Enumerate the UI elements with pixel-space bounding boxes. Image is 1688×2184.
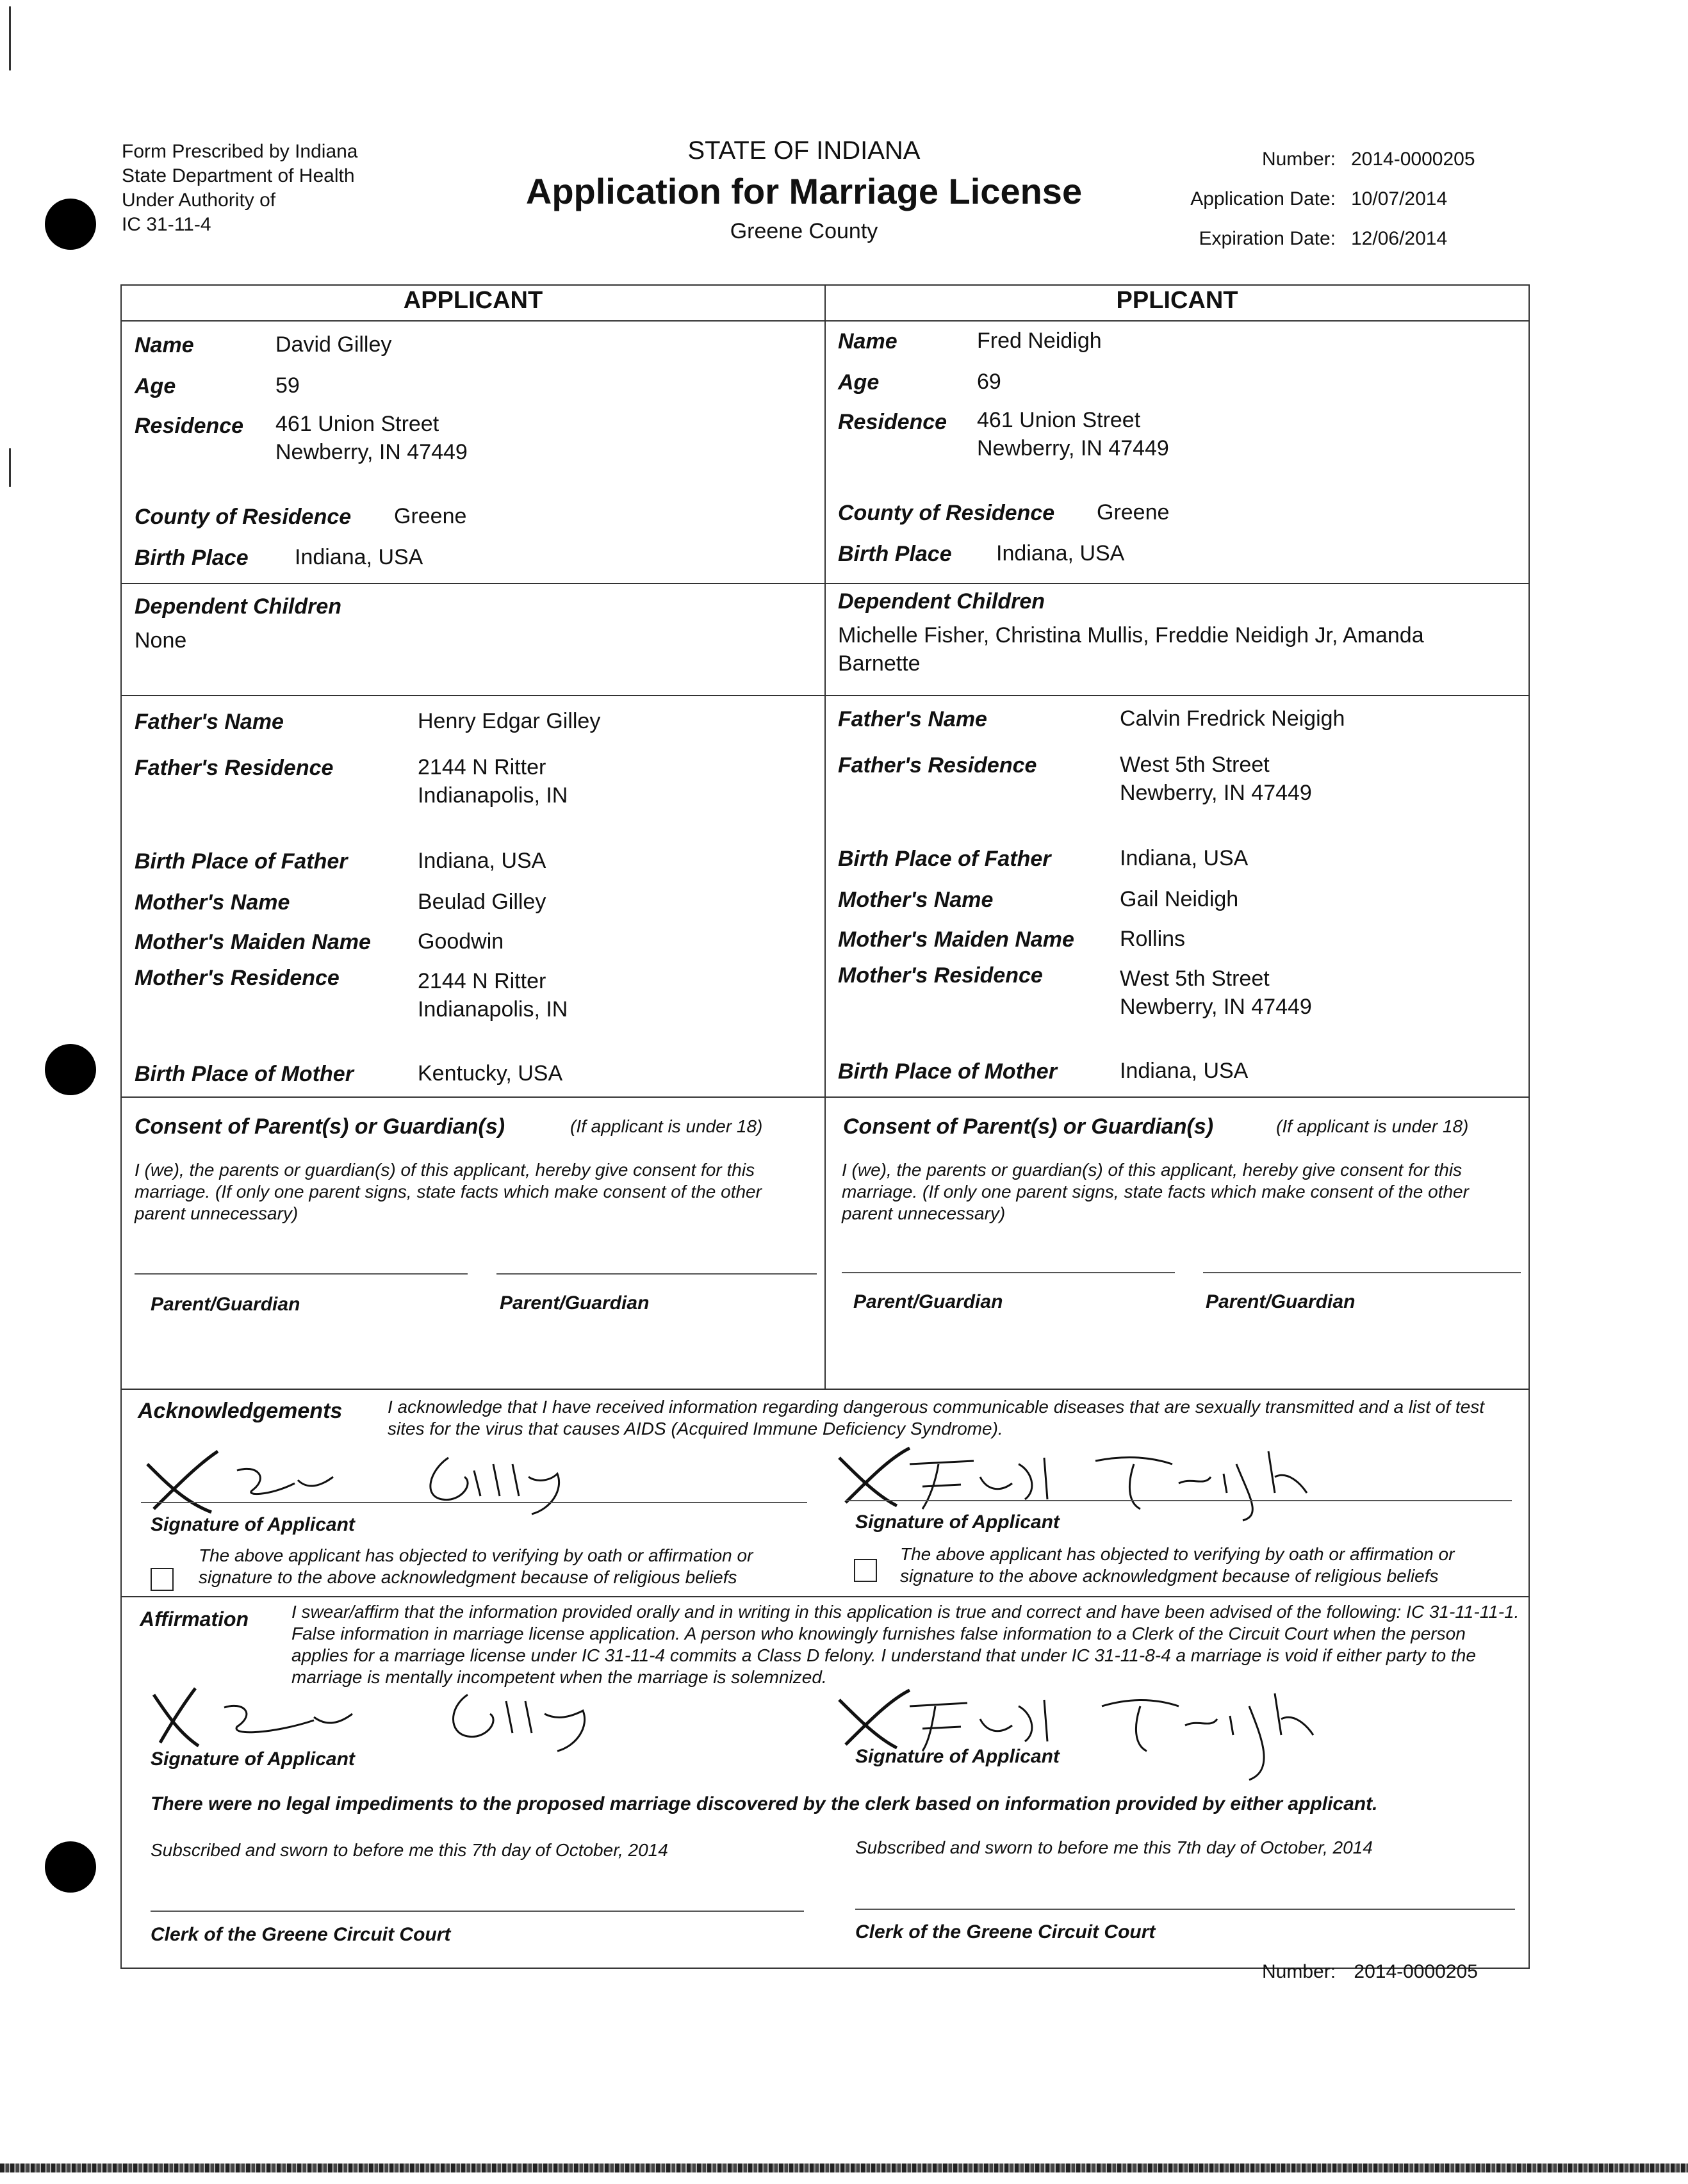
applicant-heading-right: PPLICANT <box>1116 287 1238 314</box>
birth-place-mother-label: Birth Place of Mother <box>135 1062 354 1086</box>
applicant2-birth-place: Indiana, USA <box>996 541 1125 566</box>
address-line: Newberry, IN 47449 <box>1120 995 1312 1019</box>
section-divider <box>120 320 1530 322</box>
signature-line <box>855 1909 1515 1910</box>
applicant2-fathers-name: Calvin Fredrick Neigigh <box>1120 706 1345 731</box>
scan-edge-mark <box>9 448 11 487</box>
applicant1-fathers-residence <box>418 753 568 810</box>
age-label: Age <box>135 374 176 398</box>
impediments-statement: There were no legal impediments to the proposed marriage discovered by the clerk based on information provided by either applicant. <box>151 1793 1378 1814</box>
state-name: STATE OF INDIANA <box>687 136 921 165</box>
birth-place-label: Birth Place <box>838 542 952 566</box>
parent-guardian-label: Parent/Guardian <box>1206 1291 1356 1312</box>
handwritten-signature <box>147 1682 647 1752</box>
handwritten-signature <box>826 1681 1339 1783</box>
handwritten-signature <box>826 1438 1313 1522</box>
county-name: Greene County <box>730 219 878 243</box>
applicant1-fathers-name: Henry Edgar Gilley <box>418 709 601 733</box>
number-label: Number: <box>1262 1961 1336 1982</box>
section-divider <box>120 1596 1530 1597</box>
consent-text: I (we), the parents or guardian(s) of this applicant, hereby give consent for this marriage. (If only one parent signs, state facts which make consent of the other parent unnecessary) <box>842 1160 1469 1223</box>
parent-guardian-label: Parent/Guardian <box>500 1292 650 1314</box>
signature-line <box>846 1500 1512 1501</box>
punch-hole <box>45 1841 96 1893</box>
applicant1-residence <box>275 410 468 466</box>
fathers-name-label: Father's Name <box>135 710 284 734</box>
birth-place-label: Birth Place <box>135 546 249 570</box>
address-line: Indianapolis, IN <box>418 783 568 808</box>
parent-guardian-label: Parent/Guardian <box>853 1291 1003 1312</box>
application-date: 10/07/2014 <box>1351 188 1448 209</box>
address-line: Newberry, IN 47449 <box>977 436 1169 460</box>
authority-line: IC 31-11-4 <box>122 214 211 235</box>
parent-guardian-label: Parent/Guardian <box>151 1294 300 1315</box>
address-line: Newberry, IN 47449 <box>275 440 468 464</box>
dependent-children-label: Dependent Children <box>838 589 1045 614</box>
scan-edge-mark <box>9 6 11 70</box>
mothers-name-label: Mother's Name <box>838 888 994 912</box>
applicant2-dependent-children: Michelle Fisher, Christina Mullis, Freddie Neidigh Jr, Amanda Barnette <box>838 623 1424 676</box>
footer-number <box>1262 1961 1478 1983</box>
signature-line <box>496 1273 817 1275</box>
consent-note: (If applicant is under 18) <box>1276 1116 1469 1136</box>
license-info <box>1153 140 1475 259</box>
authority-line: Under Authority of <box>122 190 276 211</box>
applicant1-acknowledgement-signature <box>141 1445 602 1519</box>
applicant1-mothers-residence <box>418 967 568 1023</box>
scan-edge-artifact <box>0 2164 1688 2172</box>
address-line: Newberry, IN 47449 <box>1120 781 1312 805</box>
address-line: 2144 N Ritter <box>418 969 546 993</box>
religious-objection-checkbox[interactable] <box>151 1568 174 1591</box>
mothers-residence-label: Mother's Residence <box>838 963 1043 988</box>
signature-line <box>135 1273 468 1275</box>
mothers-maiden-name-label: Mother's Maiden Name <box>838 927 1074 952</box>
form-title-block <box>448 134 1159 246</box>
affirmation-text: I swear/affirm that the information provided orally and in writing in this application is true and correct and have been advised of the following: IC 31-11-11-1. False information in marriage license application. A person who knowingly furnishes false information to a Clerk of the Circuit Court when the person applies for a marriage license under IC 31-11-4 commits a Class D felony. I understand that under IC 31-11-8-4 a marriage is void if either party to the marriage is mentally incompetent when the marriage is solemnized. <box>291 1602 1520 1687</box>
mothers-maiden-name-label: Mother's Maiden Name <box>135 930 371 954</box>
section-divider <box>120 1096 1530 1098</box>
birth-place-father-label: Birth Place of Father <box>135 849 348 874</box>
affirmation-title: Affirmation <box>140 1608 249 1631</box>
applicant1-name: David Gilley <box>275 332 392 357</box>
age-label: Age <box>838 370 880 395</box>
clerk-label: Clerk of the Greene Circuit Court <box>151 1924 451 1945</box>
applicant1-dependent-children: None <box>135 628 187 653</box>
applicant2-mothers-residence <box>1120 965 1312 1021</box>
applicant2-age: 69 <box>977 370 1001 394</box>
page-title: Application for Marriage License <box>525 171 1083 211</box>
license-number: 2014-0000205 <box>1351 149 1475 170</box>
subscribed-sworn-text: Subscribed and sworn to before me this 7th day of October, 2014 <box>855 1838 1373 1857</box>
application-date-label: Application Date: <box>1190 188 1336 209</box>
license-number: 2014-0000205 <box>1354 1961 1478 1982</box>
applicant1-birth-place: Indiana, USA <box>295 545 423 569</box>
fathers-name-label: Father's Name <box>838 707 987 731</box>
handwritten-signature <box>141 1445 602 1515</box>
fathers-residence-label: Father's Residence <box>838 753 1037 778</box>
consent-text: I (we), the parents or guardian(s) of this applicant, hereby give consent for this marriage. (If only one parent signs, state facts which make consent of the other parent unnecessary) <box>135 1160 762 1223</box>
name-label: Name <box>838 329 897 354</box>
residence-label: Residence <box>135 414 244 438</box>
applicant2-birth-place-father: Indiana, USA <box>1120 846 1249 870</box>
signature-line <box>842 1272 1175 1273</box>
number-label: Number: <box>1261 149 1336 170</box>
applicant1-mothers-maiden-name: Goodwin <box>418 929 504 954</box>
section-divider <box>120 1389 1530 1390</box>
section-divider <box>120 695 1530 696</box>
applicant1-birth-place-mother: Kentucky, USA <box>418 1061 563 1086</box>
applicant2-birth-place-mother: Indiana, USA <box>1120 1059 1249 1083</box>
applicant2-affirmation-signature <box>826 1681 1339 1786</box>
signature-of-applicant-label: Signature of Applicant <box>151 1514 355 1535</box>
applicant1-mothers-name: Beulad Gilley <box>418 890 546 914</box>
applicant-heading-left: APPLICANT <box>403 287 543 314</box>
consent-title: Consent of Parent(s) or Guardian(s) <box>135 1114 505 1139</box>
name-label: Name <box>135 333 194 357</box>
acknowledgements-title: Acknowledgements <box>138 1399 343 1423</box>
form-authority <box>122 140 358 237</box>
religious-objection-checkbox[interactable] <box>854 1559 877 1582</box>
applicant2-mothers-name: Gail Neidigh <box>1120 887 1239 911</box>
fathers-residence-label: Father's Residence <box>135 756 334 780</box>
punch-hole <box>45 199 96 250</box>
signature-of-applicant-label: Signature of Applicant <box>855 1512 1060 1533</box>
applicant2-mothers-maiden-name: Rollins <box>1120 927 1186 951</box>
punch-hole <box>45 1044 96 1095</box>
mothers-name-label: Mother's Name <box>135 890 290 915</box>
section-divider <box>120 583 1530 584</box>
mothers-residence-label: Mother's Residence <box>135 966 340 990</box>
signature-of-applicant-label: Signature of Applicant <box>855 1746 1060 1767</box>
signature-line <box>151 1911 804 1912</box>
applicant2-county: Greene <box>1097 500 1170 525</box>
applicant1-affirmation-signature <box>147 1682 647 1756</box>
birth-place-mother-label: Birth Place of Mother <box>838 1059 1057 1084</box>
applicant2-residence <box>977 406 1169 462</box>
consent-title: Consent of Parent(s) or Guardian(s) <box>843 1114 1214 1139</box>
applicant1-county: Greene <box>394 504 467 528</box>
applicant1-age: 59 <box>275 373 300 398</box>
address-line: 2144 N Ritter <box>418 755 546 779</box>
expiration-date-label: Expiration Date: <box>1199 228 1336 249</box>
address-line: Indianapolis, IN <box>418 997 568 1022</box>
column-divider <box>824 284 826 1389</box>
subscribed-sworn-text: Subscribed and sworn to before me this 7th day of October, 2014 <box>151 1840 668 1860</box>
county-of-residence-label: County of Residence <box>838 501 1055 525</box>
applicant2-fathers-residence <box>1120 751 1312 807</box>
address-line: West 5th Street <box>1120 966 1270 991</box>
address-line: 461 Union Street <box>977 408 1141 432</box>
residence-label: Residence <box>838 410 947 434</box>
religious-objection-text: The above applicant has objected to verifying by oath or affirmation or signature to the above acknowledgment because of religious beliefs <box>199 1545 753 1587</box>
clerk-label: Clerk of the Greene Circuit Court <box>855 1921 1156 1943</box>
birth-place-father-label: Birth Place of Father <box>838 847 1051 871</box>
consent-note: (If applicant is under 18) <box>570 1116 763 1136</box>
applicant2-name: Fred Neidigh <box>977 329 1102 353</box>
authority-line: State Department of Health <box>122 165 355 186</box>
applicant1-birth-place-father: Indiana, USA <box>418 849 546 873</box>
expiration-date: 12/06/2014 <box>1351 228 1448 249</box>
county-of-residence-label: County of Residence <box>135 505 352 529</box>
dependent-children-label: Dependent Children <box>135 594 342 619</box>
address-line: West 5th Street <box>1120 753 1270 777</box>
authority-line: Form Prescribed by Indiana <box>122 141 358 162</box>
address-line: 461 Union Street <box>275 412 439 436</box>
signature-of-applicant-label: Signature of Applicant <box>151 1748 355 1770</box>
signature-line <box>1203 1272 1521 1273</box>
signature-line <box>141 1502 807 1503</box>
acknowledgements-text: I acknowledge that I have received information regarding dangerous communicable diseases that are sexually transmitted and a list of test sites for the virus that causes AIDS (Acquired Immune Deficiency Syndrome). <box>388 1397 1485 1438</box>
religious-objection-text: The above applicant has objected to verifying by oath or affirmation or signature to the above acknowledgment because of religious beliefs <box>900 1544 1455 1586</box>
